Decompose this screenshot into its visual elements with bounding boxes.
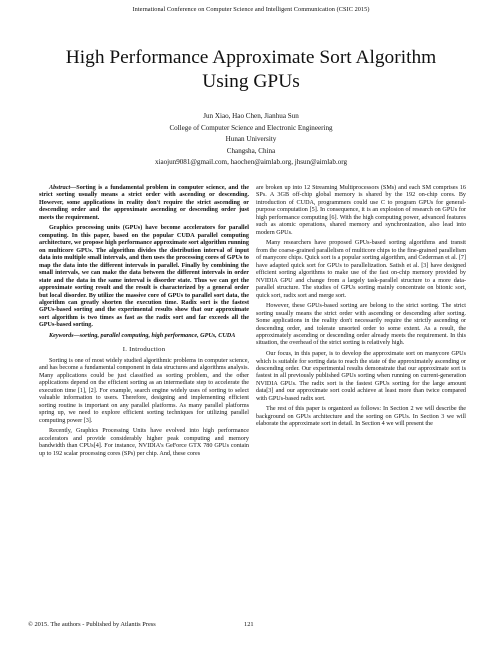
body-paragraph: are broken up into 12 Streaming Multiprocessors (SMs) and each SM comprises 16 SPs. A 3GB off-chip global memory is shared by the 192 on-chip cores. By introduction of CUDA, programmers could use C to program GPUs for general-purpose computation [5]. In consequence, it is an explosion of research on GPUs for high performance computing [6]. With the high computing power, advanced features such as atomic operations, shared memory and synchronization, also lead into modern GPUs. (256, 185, 466, 236)
author-block (60, 111, 442, 169)
page-number: 121 (244, 621, 254, 628)
section-heading-introduction: I. Introduction (122, 346, 166, 354)
abstract-label: Abstract (49, 185, 71, 191)
body-paragraph: The rest of this paper is organized as follows: In Section 2 we will describe the background on GPUs architecture and the sorting on GPUs. In Section 3 we will elaborate the approximate sort in detail. In Section 4 we will present the (256, 406, 466, 428)
title-line-1: High Performance Approximate Sort Algorithm (65, 47, 437, 68)
body-paragraph: Our focus, in this paper, is to develop the approximate sort on manycore GPUs which is suitable for sorting data to reach the state of the approximately ascending or descending order. Our experimental results demonstrate that our approximate sort is fastest in all previously published GPUs sorting when running on current-generation NVIDIA GPUs. The radix sort is the fastest GPUs sorting for the large amount data[3] and our approximate sort could achieve at least more than twice compared with GPUs-based radix sort. (256, 351, 466, 402)
body-paragraph: Many researchers have proposed GPUs-based sorting algorithms and transit from the coarse-grained parallelism of multicore chips to the fine-grained parallelism of manycore chips. Quick sort is a popular sorting algorithm, and Cederman et al. [7] have adapted quick sort for GPUs to parallelization. Satish et al. [3] have designed efficient sorting algorithms to make use of the fast on-chip memory provided by NVIDIA GPU and change from a largely task-parallel structure to a more data-parallel structure. The studies of GPUs sorting mainly concentrate on bitonic sort, quick sort, radix sort and merge sort. (256, 240, 466, 299)
abstract-paragraph-2: Graphics processing units (GPUs) have become accelerators for parallel computing. In this paper, based on the popular CUDA parallel computing architecture, we propose high performance approximate sort algorithm running on multicore GPUs. The algorithm divides the distribution interval of input data into multiple small intervals, and then uses the processing cores of GPUs to map the data into the different intervals in parallel. Finally by combining the small intervals, we can make the data between the different intervals in order state and the data in the same interval is disorder state. Thus we can get the approximate sorting result and the result is characterized by a general order but local disorder. By utilize the massive core of GPUs to parallel sort data, the algorithm can greatly shorten the execution time. Radix sort is the fastest GPUs-based sorting and the experimental results show that our approximate sort algorithm is two times as fast as the radix sort and far exceeds all the GPUs-based sorting. (39, 225, 249, 329)
copyright-notice: © 2015. The authors - Published by Atlantis Press (28, 621, 156, 628)
keywords: Keywords—sorting, parallel computing, high performance, GPUs, CUDA (49, 332, 236, 339)
left-column (39, 185, 249, 461)
right-column (256, 185, 466, 432)
university: Hunan University (225, 135, 277, 144)
abstract-paragraph-1: Abstract—Sorting is a fundamental problem in computer science, and the strict sorting usually means a strict order with ascending or descending. However, some applications in reality don't require the strict ascending or descending order and the approximate ascending or descending order just meets the requirement. (39, 185, 249, 221)
author-names: Jun Xiao, Hao Chen, Jianhua Sun (203, 112, 299, 120)
emails: xiaojun9081@gmail.com, haochen@aimlab.org, jhsun@aimlab.org (154, 158, 348, 167)
affiliation: College of Computer Science and Electronic Engineering (169, 123, 333, 132)
body-paragraph: However, these GPUs-based sorting are belong to the strict sorting. The strict sorting usually means the strict order with ascending or descending after sorting. Some applications in the reality don't necessarily require the strictly ascending or descending order, and tolerate unsorted order to some extent. As a result, the approximately ascending or descending order already meets the requirement. In this situation, the overhead of the strict sorting is relatively high. (256, 303, 466, 347)
paper-title (40, 46, 462, 94)
keywords-label: Keywords (49, 332, 74, 339)
running-head: International Conference on Computer Science and Intelligent Communication (CSIC 2015) (132, 6, 370, 13)
title-line-2: Using GPUs (202, 71, 300, 92)
body-paragraph: Recently, Graphics Processing Units have evolved into high performance accelerators and provide considerably higher peak computing and memory bandwidth than CPUs[4]. For instance, NVIDIA's GeForce GTX 780 GPUs contain up to 192 scalar processing cores (SPs) per chip. And, these cores (39, 428, 249, 457)
body-paragraph: Sorting is one of most widely studied algorithmic problems in computer science, and has become a fundamental component in data structures and algorithms analysis. Many applications could be just classified as sorting problem, and the other applications depend on the efficient sorting as an intermediate step to accelerate the execution time [1], [2]. For example, search engine widely uses of sorting to select valuable information to users. Therefore, designing and implementing efficient sorting routine is important on any parallel platforms. As many parallel platforms spring up, we need to explore efficient sorting techniques for utilizing parallel computing power [3]. (39, 357, 249, 424)
location: Changsha, China (226, 146, 276, 155)
